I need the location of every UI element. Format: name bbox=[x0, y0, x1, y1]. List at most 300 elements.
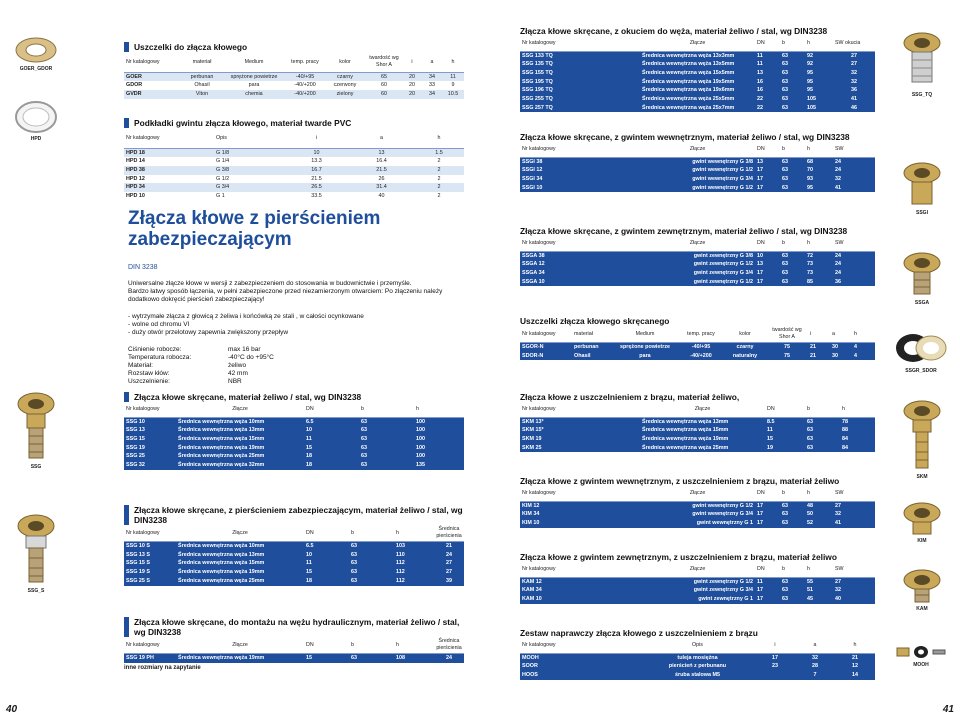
ssg-section bbox=[124, 392, 464, 470]
cell: 33.5 bbox=[311, 193, 322, 200]
cell: SSGA 10 bbox=[520, 278, 640, 287]
spec-label: Materiał: bbox=[128, 362, 153, 369]
side-label-ssg-tq: SSG_TQ bbox=[911, 92, 933, 98]
cell: 108 bbox=[394, 654, 434, 663]
col-header: b bbox=[780, 486, 805, 501]
spec-label: Uszczelnienie: bbox=[128, 378, 170, 385]
ssga-section bbox=[520, 226, 875, 286]
cell: perbunan bbox=[182, 72, 222, 81]
side-label-kim: KIM bbox=[917, 538, 927, 544]
cell: Średnica wewnętrzna węża 13x3mm bbox=[640, 51, 755, 60]
cell: 36 bbox=[833, 278, 875, 287]
claw-coupling-internal-thread-icon bbox=[900, 500, 944, 536]
cell: 20 bbox=[402, 72, 422, 81]
cell: 41 bbox=[833, 184, 875, 193]
col-header: SW bbox=[833, 236, 875, 251]
side-label-ssg: SSG bbox=[30, 464, 42, 470]
col-header: Nr katalogowy bbox=[520, 142, 640, 157]
cell: 100 bbox=[414, 417, 464, 426]
table-row bbox=[124, 577, 464, 586]
cell: 32 bbox=[833, 78, 875, 87]
cell: 65 bbox=[366, 72, 402, 81]
kam-figure bbox=[892, 568, 952, 612]
table-row bbox=[124, 654, 464, 663]
section-title: Złącza kłowe skręcane, materiał żeliwo / stal, wg DIN3238 bbox=[124, 392, 464, 402]
cell: Średnica wewnętrzna węża 13x5mm bbox=[640, 60, 755, 69]
section-title: Złącza kłowe skręcane, z pierścieniem zabezpieczającym, materiał żeliwo / stal, wg DIN3238 bbox=[124, 505, 464, 525]
cell: 103 bbox=[394, 542, 434, 551]
col-header: Nr katalogowy bbox=[520, 402, 640, 417]
col-header: a bbox=[349, 128, 414, 148]
spec-label: Ciśnienie robocze: bbox=[128, 346, 182, 353]
cell: śruba stalowa M5 bbox=[640, 671, 755, 680]
col-header: SW bbox=[833, 562, 875, 577]
table-row bbox=[520, 251, 875, 260]
cell: 63 bbox=[780, 260, 805, 269]
section-title: Złącza kłowe skręcane, z gwintem zewnętrznym, materiał żeliwo / stal, wg DIN3238 bbox=[520, 226, 848, 236]
col-header: materiał bbox=[182, 52, 222, 72]
kim-figure bbox=[892, 500, 952, 544]
ssg-tq-section bbox=[520, 26, 875, 112]
cell: sprężone powietrze bbox=[222, 72, 286, 81]
cell: 13.3 bbox=[311, 158, 322, 165]
cell: Średnica wewnętrzna węża 19mm bbox=[176, 444, 304, 453]
table-row bbox=[124, 81, 464, 90]
cell: 13 bbox=[755, 69, 780, 78]
cell: SSG 10 bbox=[124, 417, 176, 426]
cell: 112 bbox=[394, 559, 434, 568]
table-row bbox=[124, 72, 464, 81]
spec-list bbox=[128, 346, 463, 386]
col-header: h bbox=[840, 402, 875, 417]
cell: 28 bbox=[795, 662, 835, 671]
cell: Średnica wewnętrzna węża 10mm bbox=[176, 417, 304, 426]
cell: 10 bbox=[284, 148, 349, 157]
cell: 2 bbox=[414, 183, 464, 192]
col-header: h bbox=[805, 486, 833, 501]
cell: 95 bbox=[805, 86, 833, 95]
cell: -40/+95 bbox=[286, 72, 324, 81]
cell: tuleja mosiężna bbox=[640, 653, 755, 662]
cell: 15 bbox=[765, 435, 805, 444]
side-label-ssg-s: SSG_S bbox=[27, 588, 45, 594]
cell: SSGA 12 bbox=[520, 260, 640, 269]
cell: 73 bbox=[805, 269, 833, 278]
table-row bbox=[520, 510, 875, 519]
cell: 63 bbox=[805, 435, 840, 444]
cell: 15 bbox=[304, 444, 359, 453]
cell: 14 bbox=[835, 671, 875, 680]
col-header: Opis bbox=[214, 128, 284, 148]
cell: 63 bbox=[780, 251, 805, 260]
cell: 20 bbox=[409, 82, 415, 89]
cell: G 1/2 bbox=[216, 175, 230, 182]
table-row bbox=[520, 69, 875, 78]
cell: 105 bbox=[805, 95, 833, 104]
pvc-section bbox=[124, 118, 464, 201]
sgor-section bbox=[520, 316, 875, 360]
cell: KIM 12 bbox=[520, 501, 640, 510]
section-title: Złącza kłowe skręcane, z okuciem do węża, materiał żeliwo / stal, wg DIN3238 bbox=[520, 26, 828, 36]
cell: 30 bbox=[830, 343, 852, 352]
col-header: Złącze bbox=[640, 142, 755, 157]
cell: Średnica wewnętrzna węża 19mm bbox=[176, 654, 304, 663]
col-header: Nr katalogowy bbox=[124, 402, 176, 417]
cell: 51 bbox=[805, 586, 833, 595]
cell: 11 bbox=[755, 60, 780, 69]
cell: Średnica wewnętrzna węża 10mm bbox=[176, 542, 304, 551]
cell: 73 bbox=[805, 260, 833, 269]
cell: HPD 34 bbox=[124, 183, 214, 192]
cell: 63 bbox=[349, 559, 394, 568]
cell: Średnica wewnętrzna węża 13mm bbox=[640, 417, 765, 426]
cell: Średnica wewnętrzna węża 13mm bbox=[176, 551, 304, 560]
cell: 33 bbox=[429, 82, 435, 89]
ssg-figure bbox=[8, 390, 64, 470]
mooh-table bbox=[520, 638, 875, 680]
col-header: Złącze bbox=[176, 525, 304, 542]
col-header: b bbox=[349, 525, 394, 542]
col-header: h bbox=[394, 637, 434, 654]
cell: -40/+200 bbox=[678, 352, 724, 361]
cell: 24 bbox=[833, 260, 875, 269]
ssg-ph-section bbox=[124, 617, 464, 671]
col-header: b bbox=[780, 36, 805, 51]
table-row bbox=[124, 183, 464, 192]
cell: 63 bbox=[780, 157, 805, 166]
col-header: Złącze bbox=[640, 562, 755, 577]
col-header: i bbox=[284, 128, 349, 148]
table-row bbox=[124, 452, 464, 461]
mooh-section bbox=[520, 628, 875, 680]
cell: 45 bbox=[805, 595, 833, 604]
col-header: Nr katalogowy bbox=[124, 52, 182, 72]
cell: SSG 195 TQ bbox=[520, 78, 640, 87]
spec-label: Rozstaw kłów: bbox=[128, 370, 170, 377]
table-row bbox=[520, 51, 875, 60]
cell: 20 bbox=[402, 90, 422, 99]
cell: 32 bbox=[833, 586, 875, 595]
cell: 72 bbox=[805, 251, 833, 260]
table-row bbox=[124, 435, 464, 444]
cell: SSG 13 S bbox=[124, 551, 176, 560]
cell: 10 bbox=[304, 426, 359, 435]
cell: 17 bbox=[755, 166, 780, 175]
pvc-table bbox=[124, 128, 464, 201]
cell: 17 bbox=[755, 653, 795, 662]
cell: 18 bbox=[304, 461, 359, 470]
cell: 17 bbox=[755, 175, 780, 184]
cell: SSG 15 S bbox=[124, 559, 176, 568]
cell: 75 bbox=[766, 352, 808, 361]
cell: 16 bbox=[755, 86, 780, 95]
cell: 60 bbox=[366, 90, 402, 99]
washer-icon bbox=[14, 100, 58, 134]
cell: 63 bbox=[805, 426, 840, 435]
cell: 16 bbox=[755, 78, 780, 87]
cell: 50 bbox=[805, 510, 833, 519]
col-header: a bbox=[795, 638, 835, 653]
cell: 11 bbox=[755, 577, 780, 586]
cell: gwint wewnętrzny G 3/4 bbox=[640, 510, 755, 519]
table-row bbox=[520, 343, 875, 352]
ssga-figure bbox=[892, 250, 952, 306]
cell: 11 bbox=[304, 559, 349, 568]
cell: 40 bbox=[833, 595, 875, 604]
col-header: Nr katalogowy bbox=[520, 486, 640, 501]
ssga-table bbox=[520, 236, 875, 286]
cell: 6.5 bbox=[304, 542, 349, 551]
side-label-goer-gdor: GOER_GDOR bbox=[19, 66, 53, 72]
cell: 135 bbox=[414, 461, 464, 470]
cell: 21 bbox=[808, 343, 830, 352]
claw-coupling-external-thread-icon bbox=[900, 568, 944, 604]
table-row bbox=[520, 435, 875, 444]
cell: 63 bbox=[780, 278, 805, 287]
spec-label: Temperatura robocza: bbox=[128, 354, 192, 361]
col-header: DN bbox=[755, 486, 780, 501]
cell: 2 bbox=[437, 193, 441, 200]
din-label: DIN 3238 bbox=[128, 264, 158, 271]
cell: 22 bbox=[755, 95, 780, 104]
ssg-ph-table bbox=[124, 637, 464, 663]
cell: gwint zewnętrzny G 1 bbox=[640, 595, 755, 604]
ssg-tq-table bbox=[520, 36, 875, 112]
spec-value: 42 mm bbox=[228, 370, 248, 377]
cell: 8.5 bbox=[765, 417, 805, 426]
section-title: Złącza kłowe z uszczelnieniem z brązu, materiał żeliwo, bbox=[520, 392, 740, 402]
col-header: b bbox=[780, 236, 805, 251]
col-header: DN bbox=[755, 142, 780, 157]
cell: 68 bbox=[805, 157, 833, 166]
cell: Średnica wewnętrzna węża 15mm bbox=[176, 559, 304, 568]
cell: SSGA 34 bbox=[520, 269, 640, 278]
cell: 10 bbox=[304, 551, 349, 560]
cell: 63 bbox=[780, 86, 805, 95]
ssgi-figure bbox=[892, 160, 952, 216]
feature-item: - wolne od chromu VI bbox=[128, 321, 190, 328]
cell: 17 bbox=[755, 501, 780, 510]
cell: 32 bbox=[833, 510, 875, 519]
cell: 7 bbox=[795, 671, 835, 680]
ssg-tq-figure bbox=[892, 30, 952, 98]
cell: gwint wewnętrzny G 3/8 bbox=[640, 157, 755, 166]
cell: MOOH bbox=[520, 653, 640, 662]
cell: 27 bbox=[434, 568, 464, 577]
col-header: Medium bbox=[612, 326, 678, 343]
col-header: Nr katalogowy bbox=[520, 638, 640, 653]
cell: 10.5 bbox=[442, 90, 464, 99]
cell: HPD 18 bbox=[124, 148, 214, 157]
main-heading-line2: zabezpieczającym bbox=[128, 229, 292, 250]
claw-coupling-bronze-seal-icon bbox=[900, 398, 944, 472]
cell: Średnica wewnętrzna węża 25x5mm bbox=[640, 95, 755, 104]
claw-coupling-external-thread-icon bbox=[900, 250, 944, 298]
cell: SSGA 38 bbox=[520, 251, 640, 260]
cell: 63 bbox=[349, 654, 394, 663]
cell: SSG 25 S bbox=[124, 577, 176, 586]
cell: para bbox=[612, 352, 678, 361]
claw-coupling-internal-thread-icon bbox=[900, 160, 944, 208]
cell: 24 bbox=[434, 551, 464, 560]
cell: perbunan bbox=[572, 343, 612, 352]
spec-value: max 16 bar bbox=[228, 346, 261, 353]
cell: 2 bbox=[437, 175, 441, 182]
section-title: Złącza kłowe skręcane, do montażu na wężu hydraulicznym, materiał żeliwo / stal, wg DIN3238 bbox=[124, 617, 464, 637]
cell: GOER bbox=[124, 72, 182, 81]
col-header: b bbox=[780, 562, 805, 577]
cell: 63 bbox=[359, 435, 414, 444]
cell: SKM 19 bbox=[520, 435, 640, 444]
cell: G 3/4 bbox=[214, 183, 284, 192]
cell: 34 bbox=[422, 90, 442, 99]
cell: SSG 32 bbox=[124, 461, 176, 470]
cell: 63 bbox=[780, 586, 805, 595]
cell: 34 bbox=[422, 72, 442, 81]
cell: 16.4 bbox=[376, 158, 387, 165]
cell: GVDR bbox=[124, 90, 182, 99]
table-row bbox=[520, 671, 875, 680]
cell: SSG 13 bbox=[124, 426, 176, 435]
cell: Ohasil bbox=[572, 352, 612, 361]
cell: 63 bbox=[780, 69, 805, 78]
col-header: Złącze bbox=[640, 236, 755, 251]
col-header: DN bbox=[765, 402, 805, 417]
cell: 84 bbox=[840, 435, 875, 444]
cell: 46 bbox=[833, 104, 875, 113]
cell: 52 bbox=[805, 519, 833, 528]
col-header: kolor bbox=[724, 326, 766, 343]
cell: 32 bbox=[795, 653, 835, 662]
cell: 63 bbox=[780, 501, 805, 510]
col-header: Opis bbox=[640, 638, 755, 653]
skm-figure bbox=[892, 398, 952, 480]
cell: SSG 10 S bbox=[124, 542, 176, 551]
cell: 13 bbox=[349, 148, 414, 157]
col-header: Nr katalogowy bbox=[124, 525, 176, 542]
col-header: i bbox=[755, 638, 795, 653]
cell: Średnica wewnętrzna węża 15x5mm bbox=[640, 69, 755, 78]
claw-coupling-ring-icon bbox=[14, 512, 58, 586]
cell: gwint wewnętrzny G 1 bbox=[640, 519, 755, 528]
col-header: Średnica pierścienia bbox=[434, 525, 464, 542]
col-header: b bbox=[349, 637, 394, 654]
section-title: Złącza kłowe z gwintem wewnętrznym, z uszczelnieniem z brązu, materiał żeliwo bbox=[520, 476, 840, 486]
table-row bbox=[520, 175, 875, 184]
table-row bbox=[520, 662, 875, 671]
cell: 78 bbox=[840, 417, 875, 426]
side-label-ssgr: SSGR_SDOR bbox=[905, 368, 937, 374]
cell: 63 bbox=[359, 417, 414, 426]
cell: 63 bbox=[780, 184, 805, 193]
table-row bbox=[124, 175, 464, 184]
cell: 63 bbox=[349, 551, 394, 560]
cell: 63 bbox=[780, 510, 805, 519]
table-row bbox=[520, 417, 875, 426]
col-header: i bbox=[808, 326, 830, 343]
cell: SSG 25 bbox=[124, 452, 176, 461]
col-header: b bbox=[359, 402, 414, 417]
kim-section bbox=[520, 476, 875, 528]
col-header: Nr katalogowy bbox=[124, 128, 214, 148]
sgor-table bbox=[520, 326, 875, 360]
cell: SSGI 34 bbox=[520, 175, 640, 184]
table-row bbox=[520, 269, 875, 278]
col-header: Średnica pierścienia bbox=[434, 637, 464, 654]
cell: SSG 19 S bbox=[124, 568, 176, 577]
col-header: Złącze bbox=[640, 36, 755, 51]
feature-item: - wytrzymałe złącza z głowicą z żeliwa i końcówką ze stali , w całości ocynkowane bbox=[128, 313, 364, 320]
cell: SSGI 10 bbox=[520, 184, 640, 193]
cell: GDOR bbox=[126, 82, 143, 89]
table-row bbox=[124, 192, 464, 201]
cell: 63 bbox=[780, 269, 805, 278]
page-number: 41 bbox=[942, 704, 954, 715]
table-row bbox=[520, 444, 875, 453]
col-header: kolor bbox=[324, 52, 366, 72]
col-header: h bbox=[835, 638, 875, 653]
cell: SDOR-N bbox=[520, 352, 572, 361]
cell: 95 bbox=[805, 69, 833, 78]
col-header: Nr katalogowy bbox=[124, 637, 176, 654]
table-row bbox=[124, 90, 464, 99]
cell: 40 bbox=[378, 193, 385, 200]
table-row bbox=[124, 426, 464, 435]
cell: SSG 135 TQ bbox=[520, 60, 640, 69]
cell: 21 bbox=[835, 653, 875, 662]
cell: gwint wewnętrzny G 1/2 bbox=[640, 184, 755, 193]
cell: SSG 19 PH bbox=[124, 654, 176, 663]
cell: 27 bbox=[833, 501, 875, 510]
cell: gwint zewnętrzny G 3/4 bbox=[640, 269, 755, 278]
cell: 63 bbox=[359, 426, 414, 435]
col-header: DN bbox=[304, 637, 349, 654]
cell: -40/+200 bbox=[294, 82, 316, 89]
table-row bbox=[520, 104, 875, 113]
cell: 41 bbox=[833, 95, 875, 104]
col-header: h bbox=[442, 52, 464, 72]
col-header: temp. pracy bbox=[678, 326, 724, 343]
table-row bbox=[520, 260, 875, 269]
table-row bbox=[520, 595, 875, 604]
mooh-figure bbox=[888, 644, 954, 668]
cell: Ohasil bbox=[194, 82, 210, 89]
cell: czarny bbox=[324, 72, 366, 81]
intro-paragraph: Bardzo łatwy sposób łączenia, w pełni zabezpieczone przed niezamierzonym otwarciem: Po złączeniu należy dodatkowo dokręcić pierścień zabezpieczający! bbox=[128, 288, 443, 303]
skm-section bbox=[520, 392, 875, 452]
col-header: Złącze bbox=[640, 402, 765, 417]
table-row bbox=[124, 559, 464, 568]
cell: 11 bbox=[765, 426, 805, 435]
cell: 105 bbox=[805, 104, 833, 113]
cell: 63 bbox=[349, 542, 394, 551]
spec-value: -40°C do +95°C bbox=[228, 354, 274, 361]
intro-paragraph: Uniwersalne złącze kłowe w wersji z zabezpieczeniem do stosowania w budownictwie i przemyśle. bbox=[128, 280, 412, 287]
col-header: b bbox=[780, 142, 805, 157]
table-row bbox=[520, 78, 875, 87]
ssg-s-figure bbox=[8, 512, 64, 594]
cell: 32 bbox=[833, 69, 875, 78]
side-label-kam: KAM bbox=[916, 606, 928, 612]
cell: SSG 255 TQ bbox=[520, 95, 640, 104]
intro-section bbox=[128, 208, 463, 386]
cell: Średnica wewnętrzna węża 19mm bbox=[176, 568, 304, 577]
cell: -40/+95 bbox=[678, 343, 724, 352]
cell: 63 bbox=[359, 461, 414, 470]
cell: 24 bbox=[833, 157, 875, 166]
cell: 30 bbox=[830, 352, 852, 361]
cell: 63 bbox=[780, 577, 805, 586]
